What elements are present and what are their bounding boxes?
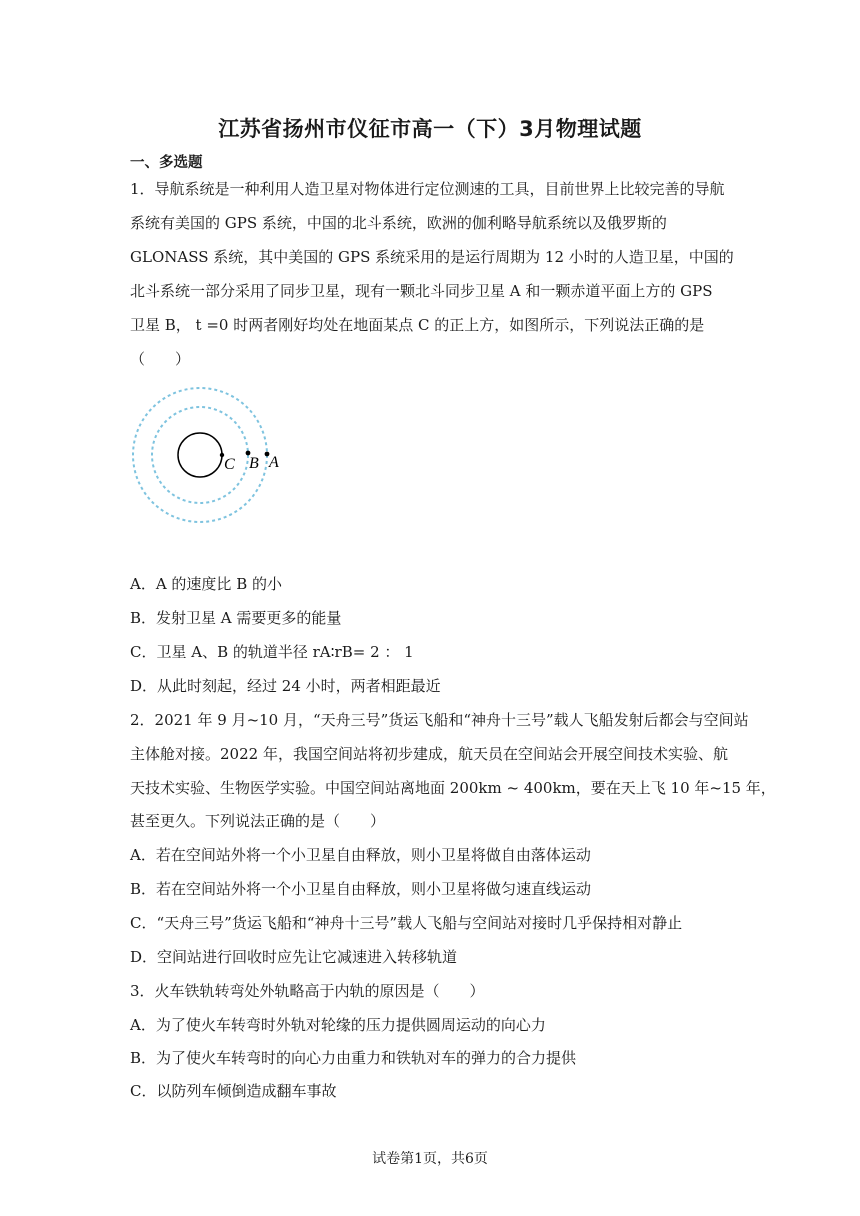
q1-option-d: D．从此时刻起，经过 24 小时，两者相距最近 xyxy=(130,677,441,695)
q1-line: 1．导航系统是一种利用人造卫星对物体进行定位测速的工具，目前世界上比较完善的导航 xyxy=(130,180,725,198)
q2-line: 2．2021 年 9 月~10 月，“天舟三号”货运飞船和“神舟十三号”载人飞船发射后都会与空间站 xyxy=(130,711,749,729)
section-heading: 一、多选题 xyxy=(130,155,203,171)
q2-line: 天技术实验、生物医学实验。中国空间站离地面 200km ~ 400km，要在天上飞 10 年~15 年， xyxy=(130,779,776,797)
label-a: A xyxy=(269,454,279,471)
earth-circle xyxy=(178,433,222,477)
q2-option-a: A．若在空间站外将一个小卫星自由释放，则小卫星将做自由落体运动 xyxy=(130,846,591,864)
q1-line: 系统有美国的 GPS 系统，中国的北斗系统，欧洲的伽利略导航系统以及俄罗斯的 xyxy=(130,214,667,232)
q1-line: 卫星 B， t =0 时两者刚好均处在地面某点 C 的正上方，如图所示，下列说法正确的是 xyxy=(130,316,705,334)
q2-line: 主体舱对接。2022 年，我国空间站将初步建成，航天员在空间站会开展空间技术实验、航 xyxy=(130,745,728,763)
q2-option-d: D．空间站进行回收时应先让它减速进入转移轨道 xyxy=(130,948,458,966)
q3-option-b: B．为了使火车转弯时的向心力由重力和铁轨对车的弹力的合力提供 xyxy=(130,1049,577,1067)
q2-option-b: B．若在空间站外将一个小卫星自由释放，则小卫星将做匀速直线运动 xyxy=(130,880,592,898)
q1-option-b: B．发射卫星 A 需要更多的能量 xyxy=(130,609,342,627)
q2-line: 甚至更久。下列说法正确的是（ ） xyxy=(130,812,386,830)
orbit-figure xyxy=(130,384,280,529)
page-footer: 试卷第1页，共6页 xyxy=(372,1151,488,1167)
label-b: B xyxy=(249,455,259,472)
q1-line: 北斗系统一部分采用了同步卫星，现有一颗北斗同步卫星 A 和一颗赤道平面上方的 GPS xyxy=(130,282,713,300)
q3-option-c: C．以防列车倾倒造成翻车事故 xyxy=(130,1082,337,1100)
page-title: 江苏省扬州市仪征市高一（下）3月物理试题 xyxy=(218,117,642,141)
q3-line: 3．火车铁轨转弯处外轨略高于内轨的原因是（ ） xyxy=(130,982,485,1000)
q2-option-c: C．“天舟三号”货运飞船和“神舟十三号”载人飞船与空间站对接时几乎保持相对静止 xyxy=(130,914,683,932)
label-c: C xyxy=(224,456,235,473)
q1-line: （ ） xyxy=(130,350,191,368)
q1-line: GLONASS 系统，其中美国的 GPS 系统采用的是运行周期为 12 小时的人造卫星，中国的 xyxy=(130,248,734,266)
q3-option-a: A．为了使火车转弯时外轨对轮缘的压力提供圆周运动的向心力 xyxy=(130,1016,546,1034)
q1-option-a: A．A 的速度比 B 的小 xyxy=(130,575,282,593)
q1-option-c: C．卫星 A、B 的轨道半径 rA∶rB= 2 ： 1 xyxy=(130,643,414,661)
orbit-b-dashed xyxy=(152,407,248,503)
